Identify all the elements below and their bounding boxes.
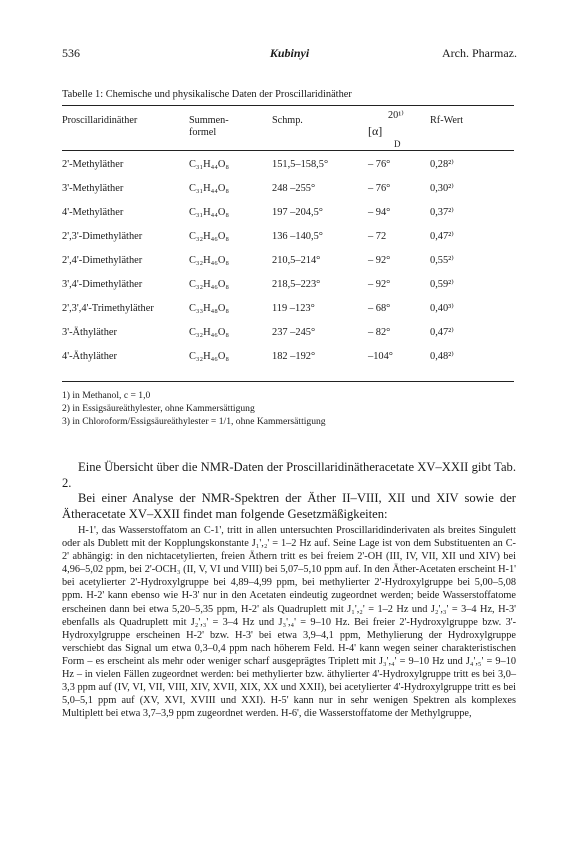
table-row	[62, 322, 514, 344]
cell-rotation: – 72	[368, 231, 387, 242]
cell-rf: 0,48²⁾	[430, 351, 454, 362]
table-row	[62, 250, 514, 272]
rotation-subscript: D	[394, 139, 401, 149]
column-header-formula-line1: Summen-	[189, 115, 229, 126]
cell-mp: 210,5–214°	[272, 255, 321, 266]
cell-name: 2',4'-Dimethyläther	[62, 255, 143, 266]
table-row	[62, 346, 514, 368]
cell-formula: C₃₂H₄₆O₈	[189, 255, 230, 266]
table-row	[62, 226, 514, 248]
cell-rf: 0,30²⁾	[430, 183, 454, 194]
cell-mp: 218,5–223°	[272, 279, 321, 290]
cell-formula: C₃₁H₄₄O₈	[189, 207, 230, 218]
table-footnote-1: 1) in Methanol, c = 1,0	[62, 390, 151, 401]
cell-mp: 197 –204,5°	[272, 207, 323, 218]
cell-formula: C₃₂H₄₆O₈	[189, 279, 230, 290]
cell-rotation: – 76°	[368, 183, 391, 194]
rotation-temperature: 20¹⁾	[388, 110, 404, 121]
cell-mp: 136 –140,5°	[272, 231, 323, 242]
cell-rf: 0,55²⁾	[430, 255, 454, 266]
cell-formula: C₃₂H₄₆O₈	[189, 351, 230, 362]
cell-name: 3'-Äthyläther	[62, 327, 117, 338]
cell-name: 4'-Äthyläther	[62, 351, 117, 362]
table-footnote-2: 2) in Essigsäureäthylester, ohne Kammersättigung	[62, 403, 255, 414]
cell-mp: 119 –123°	[272, 303, 315, 314]
cell-rotation: –104°	[368, 351, 393, 362]
page-number: 536	[62, 46, 80, 60]
column-header-name: Proscillaridinäther	[62, 115, 138, 126]
table-bottom-rule	[62, 381, 514, 382]
cell-mp: 151,5–158,5°	[272, 159, 329, 170]
cell-rotation: – 92°	[368, 255, 391, 266]
cell-rotation: – 94°	[368, 207, 391, 218]
table-top-rule	[62, 105, 514, 106]
table-caption: Tabelle 1: Chemische und physikalische Daten der Proscillaridinäther	[62, 89, 352, 100]
cell-name: 3',4'-Dimethyläther	[62, 279, 143, 290]
body-paragraph-overview: Eine Übersicht über die NMR-Daten der Proscillaridinätheracetate XV–XXII gibt Tab. 2.	[62, 460, 516, 490]
cell-name: 2',3'-Dimethyläther	[62, 231, 143, 242]
cell-formula: C₃₂H₄₆O₈	[189, 327, 230, 338]
table-row	[62, 178, 514, 200]
table-footnote-3: 3) in Chloroform/Essigsäureäthylester = 1/1, ohne Kammersättigung	[62, 416, 326, 427]
table-row	[62, 202, 514, 224]
cell-mp: 248 –255°	[272, 183, 316, 194]
cell-mp: 237 –245°	[272, 327, 316, 338]
cell-rf: 0,37²⁾	[430, 207, 454, 218]
cell-formula: C₃₁H₄₄O₈	[189, 159, 230, 170]
column-header-rf: Rf-Wert	[430, 115, 464, 126]
cell-name: 3'-Methyläther	[62, 183, 124, 194]
running-head-journal: Arch. Pharmaz.	[442, 46, 517, 60]
cell-rf: 0,59²⁾	[430, 279, 454, 290]
cell-rotation: – 92°	[368, 279, 391, 290]
cell-name: 4'-Methyläther	[62, 207, 124, 218]
cell-name: 2'-Methyläther	[62, 159, 124, 170]
cell-mp: 182 –192°	[272, 351, 316, 362]
cell-rf: 0,47²⁾	[430, 231, 454, 242]
cell-formula: C₃₁H₄₄O₈	[189, 183, 230, 194]
cell-rf: 0,28²⁾	[430, 159, 454, 170]
table-row	[62, 154, 514, 176]
column-header-formula	[189, 115, 229, 139]
cell-name: 2',3',4'-Trimethyläther	[62, 303, 154, 314]
cell-rotation: – 76°	[368, 159, 391, 170]
table-row	[62, 274, 514, 296]
column-header-formula-line2: formel	[189, 127, 217, 138]
cell-rotation: – 82°	[368, 327, 391, 338]
table-row	[62, 298, 514, 320]
table-header-rule	[62, 150, 514, 151]
column-header-mp: Schmp.	[272, 115, 303, 126]
cell-formula: C₃₃H₄₈O₈	[189, 303, 230, 314]
body-paragraph-analysis: Bei einer Analyse der NMR-Spektren der Äther II–VIII, XII und XIV sowie der Ätheracetate XV–XXII findet man folgende Gesetzmäßigkeiten:	[62, 491, 516, 521]
running-head	[62, 44, 517, 62]
column-header-rotation	[368, 106, 424, 150]
cell-rotation: – 68°	[368, 303, 391, 314]
cell-rf: 0,47²⁾	[430, 327, 454, 338]
running-head-author: Kubinyi	[269, 46, 310, 60]
body-paragraph-nmr-details: H-1', das Wasserstoffatom an C-1', tritt in allen untersuchten Proscillaridinderivaten als breites Singulett oder als Dublett mit der Kopplungskonstante J₁',₂' = 1–2 Hz auf. Seine Lage ist von dem Substituenten an C-2' abhängig: in den nichtacetylierten, freien Äthern tritt es bei freiem 2'-OH (III, IV, VII, XII und XIV) bei 4,96–5,02 ppm, bei 2'-OCH₃ (II, V, VI und VIII) bei 5,07–5,10 ppm auf. In den Äther-Acetaten erscheint H-1' bei acetylierter 2'-Hydroxylgruppe bei 4,89–4,99 ppm, bei methylierter 2'-Hydroxylgruppe bei 5,00–5,08 ppm. H-2' kann ebenso wie H-3' nur in den Acetaten eindeutig zugeordnet werden; beide Wasserstoffatome erscheinen dann bei etwa 5,20–5,35 ppm, H-2' als Quadruplett mit J₁',₂' = 1–2 Hz und J₂',₃' = 3–4 Hz, H-3' ebenfalls als Quadruplett mit J₂',₃' = 3–4 Hz und J₃',₄' = 9–10 Hz. Bei freier 2'-Hydroxylgruppe bzw. 3'-Hydroxylgruppe erscheinen H-2' bzw. H-3' bei etwa 3,9–4,1 ppm, Methylierung der Hydroxylgruppe verschiebt das Signal um etwa 0,3–0,4 ppm nach höherem Feld. H-4' kann wegen seiner charakteristischen Form – es erscheint als mehr oder weniger scharf ausgeprägtes Triplett mit J₃',₄' = 9–10 Hz und J₄',₅' = 9–10 Hz – in vielen Fällen zugeordnet werden: bei methylierter bzw. äthylierter 4'-Hydroxylgruppe tritt es bei 3,0–3,3 ppm auf (IV, VI, VII, VIII, XIV, XVII, XIX, XX und XXII), bei acetylierter 4'-Hydroxylgruppe tritt es bei 5,0–5,1 ppm auf (XV, XVI, XVIII und XXI). H-5' kann nur in sehr wenigen Spektren als komplexes Multiplett bei etwa 3,7–3,9 ppm zugeordnet werden. H-6', die Wasserstoffatome der Methylgruppe,	[62, 525, 516, 720]
rotation-symbol: [α]	[368, 124, 383, 138]
cell-formula: C₃₂H₄₆O₈	[189, 231, 230, 242]
cell-rf: 0,40³⁾	[430, 303, 454, 314]
